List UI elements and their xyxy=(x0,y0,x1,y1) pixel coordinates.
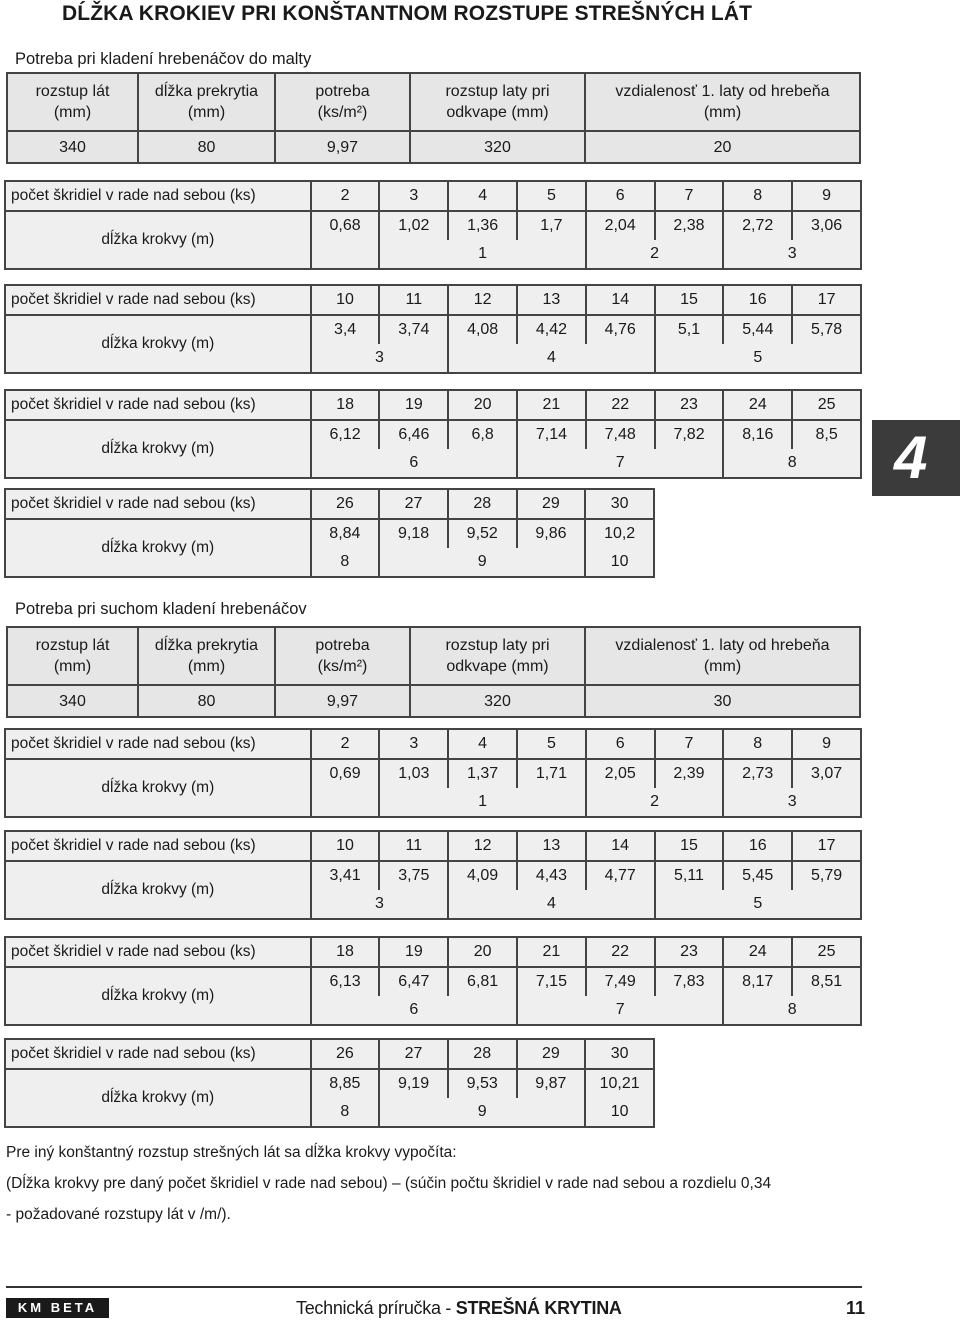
summary-value: 9,97 xyxy=(275,685,410,717)
rafter-length-cell: 7,83 xyxy=(655,967,724,996)
lath-group-cell: 4 xyxy=(448,890,654,919)
row-label-length: dĺžka krokvy (m) xyxy=(5,759,311,817)
rafter-length-table xyxy=(4,284,862,374)
rafter-length-cell: 6,46 xyxy=(379,420,448,449)
summary-header: rozstup lát (mm) xyxy=(7,73,138,131)
rafter-length-cell: 9,52 xyxy=(448,519,517,548)
rafter-length-cell: 4,43 xyxy=(517,861,586,890)
chapter-number: 4 xyxy=(894,424,928,491)
rafter-length-cell: 2,72 xyxy=(723,211,792,240)
tile-count-cell: 20 xyxy=(448,390,517,420)
summary-header: vzdialenosť 1. laty od hrebeňa (mm) xyxy=(585,627,860,685)
tile-count-cell: 8 xyxy=(723,181,792,211)
rafter-length-cell: 4,76 xyxy=(586,315,655,344)
tile-count-cell: 18 xyxy=(311,390,380,420)
rafter-length-cell: 10,2 xyxy=(585,519,654,548)
empty-cell xyxy=(311,788,380,817)
tile-count-cell: 3 xyxy=(379,729,448,759)
tile-count-cell: 5 xyxy=(517,181,586,211)
summary-header: potreba (ks/m²) xyxy=(275,627,410,685)
rafter-length-cell: 4,08 xyxy=(448,315,517,344)
lath-group-cell: 5 xyxy=(655,344,861,373)
tile-count-cell: 8 xyxy=(723,729,792,759)
rafter-length-table xyxy=(4,728,862,818)
row-label-count: počet škridiel v rade nad sebou (ks) xyxy=(5,390,311,420)
rafter-length-cell: 1,36 xyxy=(448,211,517,240)
tile-count-cell: 9 xyxy=(792,729,861,759)
lath-group-cell: 9 xyxy=(379,548,585,577)
rafter-length-cell: 0,68 xyxy=(311,211,380,240)
rafter-length-cell: 1,03 xyxy=(379,759,448,788)
tile-count-cell: 27 xyxy=(379,1039,448,1069)
tile-count-cell: 4 xyxy=(448,729,517,759)
rafter-length-cell: 6,81 xyxy=(448,967,517,996)
summary-value: 320 xyxy=(410,131,585,163)
rafter-length-cell: 7,48 xyxy=(586,420,655,449)
tile-count-cell: 13 xyxy=(517,285,586,315)
tile-count-cell: 12 xyxy=(448,831,517,861)
rafter-length-table xyxy=(4,936,862,1026)
rafter-length-cell: 7,49 xyxy=(586,967,655,996)
lath-group-cell: 5 xyxy=(655,890,861,919)
tile-count-cell: 16 xyxy=(723,831,792,861)
tile-count-cell: 29 xyxy=(517,1039,586,1069)
rafter-length-cell: 7,14 xyxy=(517,420,586,449)
page-number: 11 xyxy=(846,1298,866,1318)
tile-count-cell: 23 xyxy=(655,390,724,420)
rafter-length-table xyxy=(4,180,862,270)
footer-title-prefix: Technická príručka - xyxy=(296,1298,456,1318)
tile-count-cell: 6 xyxy=(586,729,655,759)
tile-count-cell: 26 xyxy=(311,1039,380,1069)
row-label-length: dĺžka krokvy (m) xyxy=(5,211,311,269)
summary-table-malta xyxy=(6,72,861,164)
lath-group-cell: 10 xyxy=(585,548,654,577)
rafter-length-cell: 2,39 xyxy=(655,759,724,788)
row-label-count: počet škridiel v rade nad sebou (ks) xyxy=(5,181,311,211)
rafter-length-cell: 1,7 xyxy=(517,211,586,240)
lath-group-cell: 4 xyxy=(448,344,654,373)
section-heading-suche: Potreba pri suchom kladení hrebenáčov xyxy=(15,600,307,618)
tile-count-cell: 25 xyxy=(792,390,861,420)
rafter-length-cell: 8,16 xyxy=(723,420,792,449)
tile-count-cell: 13 xyxy=(517,831,586,861)
rafter-length-cell: 6,12 xyxy=(311,420,380,449)
summary-value: 20 xyxy=(585,131,860,163)
rafter-length-cell: 3,07 xyxy=(792,759,861,788)
rafter-length-cell: 9,19 xyxy=(379,1069,448,1098)
lath-group-cell: 7 xyxy=(517,449,723,478)
summary-header: potreba (ks/m²) xyxy=(275,73,410,131)
rafter-length-cell: 9,87 xyxy=(517,1069,586,1098)
summary-header: rozstup laty pri odkvape (mm) xyxy=(410,73,585,131)
tile-count-cell: 14 xyxy=(586,285,655,315)
footer-title-bold: STREŠNÁ KRYTINA xyxy=(455,1298,622,1318)
row-label-count: počet škridiel v rade nad sebou (ks) xyxy=(5,489,311,519)
footer-title xyxy=(296,1298,622,1319)
lath-group-cell: 2 xyxy=(586,788,724,817)
lath-group-cell: 8 xyxy=(723,449,861,478)
note-line-1: Pre iný konštantný rozstup strešných lát sa dĺžka krokvy vypočíta: xyxy=(6,1144,457,1161)
tile-count-cell: 30 xyxy=(585,489,654,519)
tile-count-cell: 3 xyxy=(379,181,448,211)
lath-group-cell: 3 xyxy=(311,890,449,919)
tile-count-cell: 10 xyxy=(311,285,380,315)
lath-group-cell: 3 xyxy=(311,344,449,373)
rafter-length-table xyxy=(4,830,862,920)
row-label-length: dĺžka krokvy (m) xyxy=(5,315,311,373)
summary-value: 30 xyxy=(585,685,860,717)
row-label-count: počet škridiel v rade nad sebou (ks) xyxy=(5,831,311,861)
rafter-length-cell: 4,09 xyxy=(448,861,517,890)
tile-count-cell: 24 xyxy=(723,937,792,967)
lath-group-cell: 2 xyxy=(586,240,724,269)
row-label-length: dĺžka krokvy (m) xyxy=(5,861,311,919)
rafter-length-cell: 9,53 xyxy=(448,1069,517,1098)
tile-count-cell: 14 xyxy=(586,831,655,861)
row-label-length: dĺžka krokvy (m) xyxy=(5,519,311,577)
rafter-length-cell: 2,05 xyxy=(586,759,655,788)
tile-count-cell: 19 xyxy=(379,390,448,420)
lath-group-cell: 6 xyxy=(311,996,517,1025)
empty-cell xyxy=(311,240,380,269)
tile-count-cell: 15 xyxy=(655,285,724,315)
summary-value: 9,97 xyxy=(275,131,410,163)
rafter-length-cell: 8,17 xyxy=(723,967,792,996)
rafter-length-cell: 9,18 xyxy=(379,519,448,548)
rafter-length-cell: 7,82 xyxy=(655,420,724,449)
rafter-length-cell: 2,38 xyxy=(655,211,724,240)
page-title: DĹŽKA KROKIEV PRI KONŠTANTNOM ROZSTUPE STREŠNÝCH LÁT xyxy=(62,2,753,25)
rafter-length-cell: 6,8 xyxy=(448,420,517,449)
tile-count-cell: 29 xyxy=(517,489,586,519)
summary-header: dĺžka prekrytia (mm) xyxy=(138,73,275,131)
rafter-length-table xyxy=(4,1038,655,1128)
tile-count-cell: 25 xyxy=(792,937,861,967)
tile-count-cell: 26 xyxy=(311,489,380,519)
tile-count-cell: 28 xyxy=(448,489,517,519)
rafter-length-cell: 5,11 xyxy=(655,861,724,890)
note-line-3: - požadované rozstupy lát v /m/). xyxy=(6,1206,231,1223)
row-label-count: počet škridiel v rade nad sebou (ks) xyxy=(5,1039,311,1069)
tile-count-cell: 17 xyxy=(792,831,861,861)
rafter-length-cell: 8,51 xyxy=(792,967,861,996)
row-label-length: dĺžka krokvy (m) xyxy=(5,420,311,478)
row-label-length: dĺžka krokvy (m) xyxy=(5,967,311,1025)
section-heading-malta: Potreba pri kladení hrebenáčov do malty xyxy=(15,50,312,68)
rafter-length-cell: 2,73 xyxy=(723,759,792,788)
tile-count-cell: 11 xyxy=(379,285,448,315)
lath-group-cell: 8 xyxy=(311,1098,380,1127)
rafter-length-cell: 9,86 xyxy=(517,519,586,548)
tile-count-cell: 4 xyxy=(448,181,517,211)
summary-value: 340 xyxy=(7,131,138,163)
rafter-length-cell: 3,75 xyxy=(379,861,448,890)
tile-count-cell: 21 xyxy=(517,937,586,967)
summary-header: rozstup lát (mm) xyxy=(7,627,138,685)
lath-group-cell: 1 xyxy=(379,240,585,269)
tile-count-cell: 7 xyxy=(655,181,724,211)
rafter-length-cell: 3,41 xyxy=(311,861,380,890)
rafter-length-cell: 1,02 xyxy=(379,211,448,240)
rafter-length-cell: 7,15 xyxy=(517,967,586,996)
rafter-length-cell: 6,47 xyxy=(379,967,448,996)
tile-count-cell: 18 xyxy=(311,937,380,967)
rafter-length-cell: 10,21 xyxy=(585,1069,654,1098)
rafter-length-cell: 2,04 xyxy=(586,211,655,240)
row-label-count: počet škridiel v rade nad sebou (ks) xyxy=(5,729,311,759)
tile-count-cell: 7 xyxy=(655,729,724,759)
tile-count-cell: 2 xyxy=(311,729,380,759)
rafter-length-cell: 0,69 xyxy=(311,759,380,788)
tile-count-cell: 30 xyxy=(585,1039,654,1069)
tile-count-cell: 21 xyxy=(517,390,586,420)
summary-value: 320 xyxy=(410,685,585,717)
rafter-length-table xyxy=(4,488,655,578)
summary-value: 340 xyxy=(7,685,138,717)
tile-count-cell: 23 xyxy=(655,937,724,967)
summary-value: 80 xyxy=(138,131,275,163)
rafter-length-cell: 1,37 xyxy=(448,759,517,788)
tile-count-cell: 27 xyxy=(379,489,448,519)
rafter-length-cell: 4,77 xyxy=(586,861,655,890)
tile-count-cell: 5 xyxy=(517,729,586,759)
rafter-length-cell: 8,85 xyxy=(311,1069,380,1098)
tile-count-cell: 16 xyxy=(723,285,792,315)
rafter-length-cell: 5,78 xyxy=(792,315,861,344)
brand-logo: KM BETA xyxy=(6,1298,109,1318)
tile-count-cell: 2 xyxy=(311,181,380,211)
note-line-2: (Dĺžka krokvy pre daný počet škridiel v rade nad sebou) – (súčin počtu škridiel v rade nad sebou a rozdielu 0,34 xyxy=(6,1175,772,1192)
rafter-length-cell: 5,79 xyxy=(792,861,861,890)
summary-header: vzdialenosť 1. laty od hrebeňa (mm) xyxy=(585,73,860,131)
tile-count-cell: 15 xyxy=(655,831,724,861)
rafter-length-cell: 4,42 xyxy=(517,315,586,344)
lath-group-cell: 6 xyxy=(311,449,517,478)
rafter-length-cell: 3,74 xyxy=(379,315,448,344)
chapter-tab xyxy=(872,420,960,496)
tile-count-cell: 6 xyxy=(586,181,655,211)
tile-count-cell: 22 xyxy=(586,937,655,967)
summary-value: 80 xyxy=(138,685,275,717)
lath-group-cell: 10 xyxy=(585,1098,654,1127)
summary-header: rozstup laty pri odkvape (mm) xyxy=(410,627,585,685)
lath-group-cell: 8 xyxy=(723,996,861,1025)
tile-count-cell: 22 xyxy=(586,390,655,420)
row-label-count: počet škridiel v rade nad sebou (ks) xyxy=(5,937,311,967)
rafter-length-cell: 6,13 xyxy=(311,967,380,996)
summary-table-suche xyxy=(6,626,861,718)
tile-count-cell: 20 xyxy=(448,937,517,967)
row-label-length: dĺžka krokvy (m) xyxy=(5,1069,311,1127)
tile-count-cell: 24 xyxy=(723,390,792,420)
lath-group-cell: 8 xyxy=(311,548,380,577)
lath-group-cell: 3 xyxy=(723,240,861,269)
lath-group-cell: 7 xyxy=(517,996,723,1025)
row-label-count: počet škridiel v rade nad sebou (ks) xyxy=(5,285,311,315)
footer-divider xyxy=(6,1286,862,1288)
rafter-length-cell: 1,71 xyxy=(517,759,586,788)
rafter-length-cell: 3,06 xyxy=(792,211,861,240)
rafter-length-cell: 5,1 xyxy=(655,315,724,344)
tile-count-cell: 19 xyxy=(379,937,448,967)
rafter-length-cell: 8,5 xyxy=(792,420,861,449)
summary-header: dĺžka prekrytia (mm) xyxy=(138,627,275,685)
tile-count-cell: 9 xyxy=(792,181,861,211)
rafter-length-cell: 8,84 xyxy=(311,519,380,548)
lath-group-cell: 3 xyxy=(723,788,861,817)
rafter-length-cell: 5,45 xyxy=(723,861,792,890)
tile-count-cell: 10 xyxy=(311,831,380,861)
lath-group-cell: 9 xyxy=(379,1098,585,1127)
tile-count-cell: 12 xyxy=(448,285,517,315)
lath-group-cell: 1 xyxy=(379,788,585,817)
rafter-length-cell: 5,44 xyxy=(723,315,792,344)
rafter-length-table xyxy=(4,389,862,479)
rafter-length-cell: 3,4 xyxy=(311,315,380,344)
tile-count-cell: 17 xyxy=(792,285,861,315)
tile-count-cell: 28 xyxy=(448,1039,517,1069)
tile-count-cell: 11 xyxy=(379,831,448,861)
